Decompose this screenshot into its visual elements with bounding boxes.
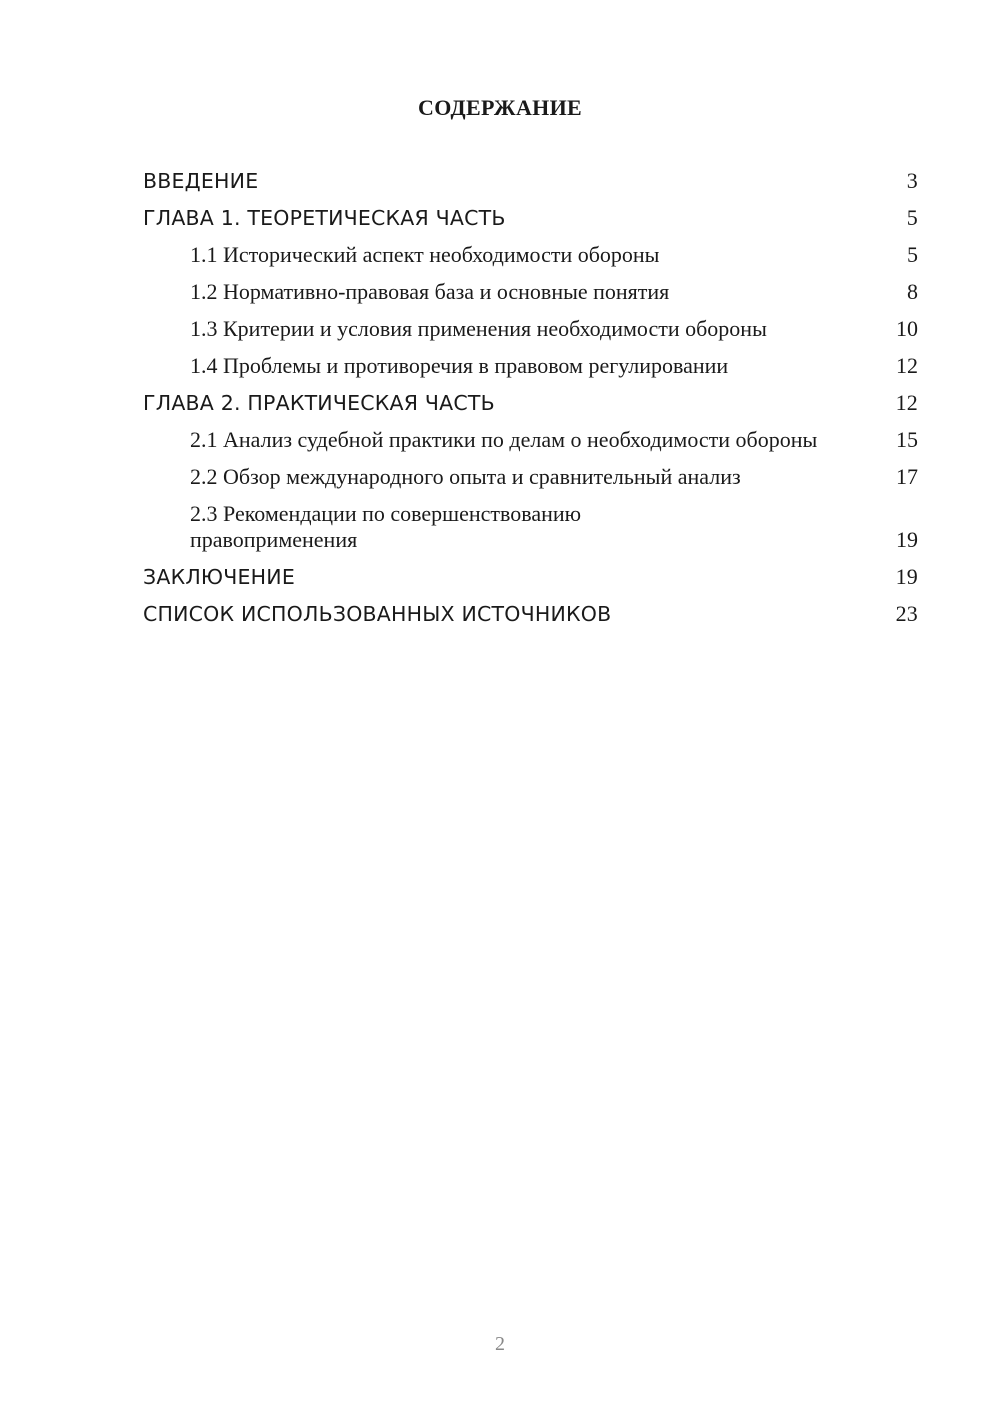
toc-entry-title: 1.4 Проблемы и противоречия в правовом регулировании (190, 353, 729, 378)
toc-entry[interactable] (143, 353, 918, 379)
toc-entry[interactable] (143, 205, 918, 231)
toc-entry[interactable] (143, 390, 918, 416)
table-of-contents (143, 168, 918, 638)
toc-entry[interactable] (143, 564, 918, 590)
toc-entry[interactable] (143, 168, 918, 194)
toc-entry-title: 2.2 Обзор международного опыта и сравнительный анализ (190, 464, 741, 489)
toc-entry-page: 15 (896, 427, 918, 452)
toc-entry-title: 1.3 Критерии и условия применения необходимости обороны (190, 316, 767, 341)
toc-entry-page: 5 (906, 205, 918, 230)
toc-entry[interactable] (143, 601, 918, 627)
toc-entry-title: 2.1 Анализ судебной практики по делам о необходимости обороны (190, 427, 818, 452)
toc-entry-page: 23 (895, 601, 918, 626)
toc-entry-title: ЗАКЛЮЧЕНИЕ (143, 565, 295, 589)
toc-entry-page: 10 (896, 316, 918, 341)
toc-entry[interactable] (143, 279, 918, 305)
toc-entry-title: ГЛАВА 2. ПРАКТИЧЕСКАЯ ЧАСТЬ (143, 391, 495, 415)
toc-entry-title: СПИСОК ИСПОЛЬЗОВАННЫХ ИСТОЧНИКОВ (143, 602, 612, 626)
toc-entry-title: 1.1 Исторический аспект необходимости обороны (190, 242, 660, 267)
toc-entry[interactable] (143, 316, 918, 342)
toc-entry-page: 8 (907, 279, 918, 304)
toc-entry-title: 1.2 Нормативно-правовая база и основные понятия (190, 279, 670, 304)
toc-entry[interactable] (143, 427, 918, 453)
toc-heading (36, 95, 1000, 121)
toc-entry-page: 19 (896, 527, 918, 552)
toc-entry-title: ВВЕДЕНИЕ (143, 169, 259, 193)
page-number-text: 2 (495, 1333, 505, 1355)
toc-entry-page: 12 (895, 390, 918, 415)
toc-entry-title: 2.3 Рекомендации по совершенствованию правоприменения (190, 501, 582, 552)
toc-entry-page: 5 (907, 242, 918, 267)
toc-entry-page: 19 (895, 564, 918, 589)
toc-entry-page: 3 (906, 168, 918, 193)
toc-entry[interactable] (143, 501, 918, 553)
page-number (36, 1333, 1000, 1356)
toc-entry-page: 17 (896, 464, 918, 489)
toc-entry-page: 12 (896, 353, 918, 378)
toc-entry[interactable] (143, 242, 918, 268)
toc-entry[interactable] (143, 464, 918, 490)
toc-entry-title: ГЛАВА 1. ТЕОРЕТИЧЕСКАЯ ЧАСТЬ (143, 206, 506, 230)
toc-heading-text: СОДЕРЖАНИЕ (418, 95, 582, 120)
